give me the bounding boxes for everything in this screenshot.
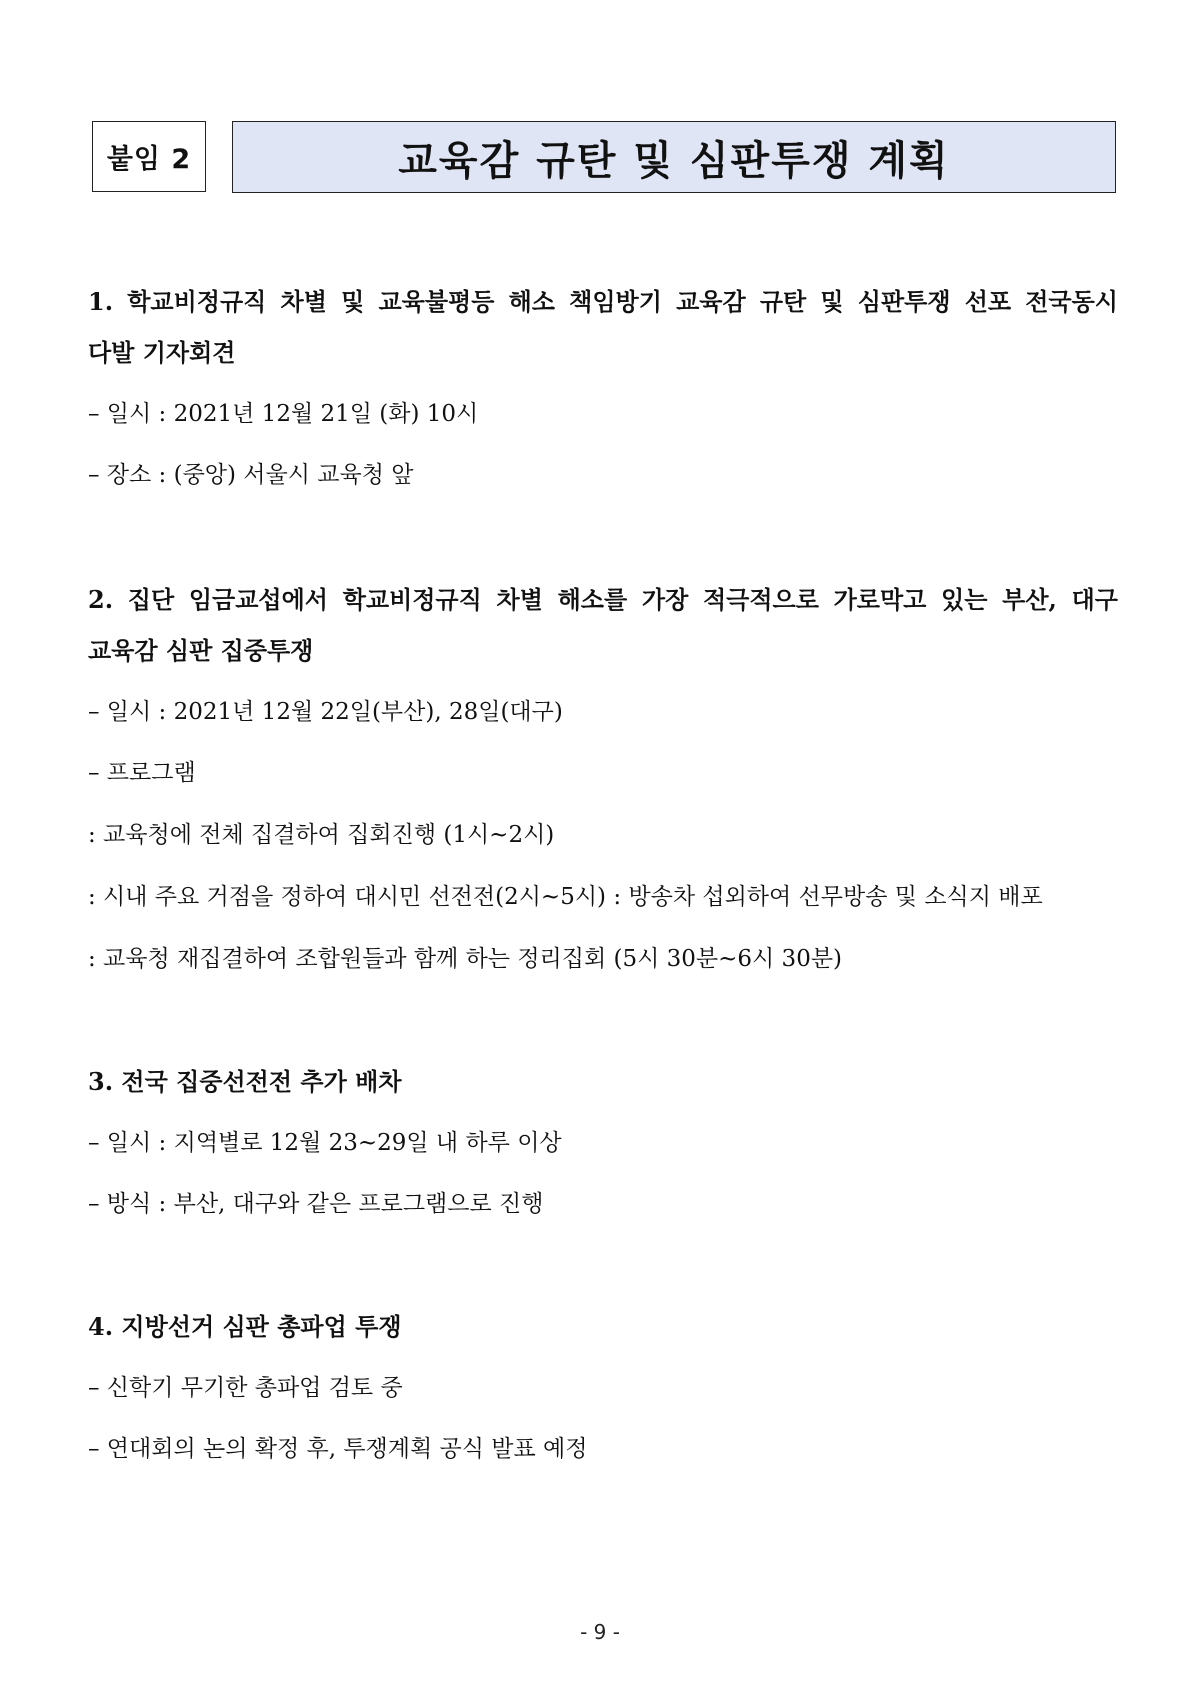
attachment-tag-label: 붙임 2	[106, 144, 192, 175]
section-3-item-datetime: – 일시 : 지역별로 12월 23~29일 내 하루 이상	[88, 1130, 562, 1156]
section-1-item-location: – 장소 : (중앙) 서울시 교육청 앞	[88, 462, 414, 488]
section-2-program-step-3: : 교육청 재집결하여 조합원들과 함께 하는 정리집회 (5시 30분~6시 30분)	[88, 946, 843, 972]
section-3-item-method: – 방식 : 부산, 대구와 같은 프로그램으로 진행	[88, 1191, 544, 1217]
section-2-program-step-1: : 교육청에 전체 집결하여 집회진행 (1시~2시)	[88, 822, 555, 848]
section-1-heading-line-1: 1. 학교비정규직 차별 및 교육불평등 해소 책임방기 교육감 규탄 및 심판투쟁 선포 전국동시	[88, 287, 1118, 316]
section-2-heading-line-2: 교육감 심판 집중투쟁	[88, 636, 314, 665]
section-2-heading-line-1: 2. 집단 임금교섭에서 학교비정규직 차별 해소를 가장 적극적으로 가로막고 있는 부산, 대구	[88, 585, 1118, 614]
section-4-heading: 4. 지방선거 심판 총파업 투쟁	[88, 1312, 402, 1341]
section-2-item-program: – 프로그램	[88, 760, 196, 786]
section-1-heading-line-2: 다발 기자회견	[88, 338, 236, 367]
section-4-item-announcement: – 연대회의 논의 확정 후, 투쟁계획 공식 발표 예정	[88, 1436, 588, 1462]
section-2-item-datetime: – 일시 : 2021년 12월 22일(부산), 28일(대구)	[88, 699, 563, 725]
section-4-item-review: – 신학기 무기한 총파업 검토 중	[88, 1375, 403, 1401]
section-1-item-datetime: – 일시 : 2021년 12월 21일 (화) 10시	[88, 401, 479, 427]
document-title-box	[232, 121, 1116, 193]
attachment-tag	[92, 121, 206, 192]
section-3-heading: 3. 전국 집중선전전 추가 배차	[88, 1067, 402, 1096]
document-title: 교육감 규탄 및 심판투쟁 계획	[398, 137, 950, 184]
section-2-program-step-2: : 시내 주요 거점을 정하여 대시민 선전전(2시~5시) : 방송차 섭외하여 선무방송 및 소식지 배포	[88, 884, 1043, 910]
page-number: - 9 -	[580, 1620, 620, 1644]
